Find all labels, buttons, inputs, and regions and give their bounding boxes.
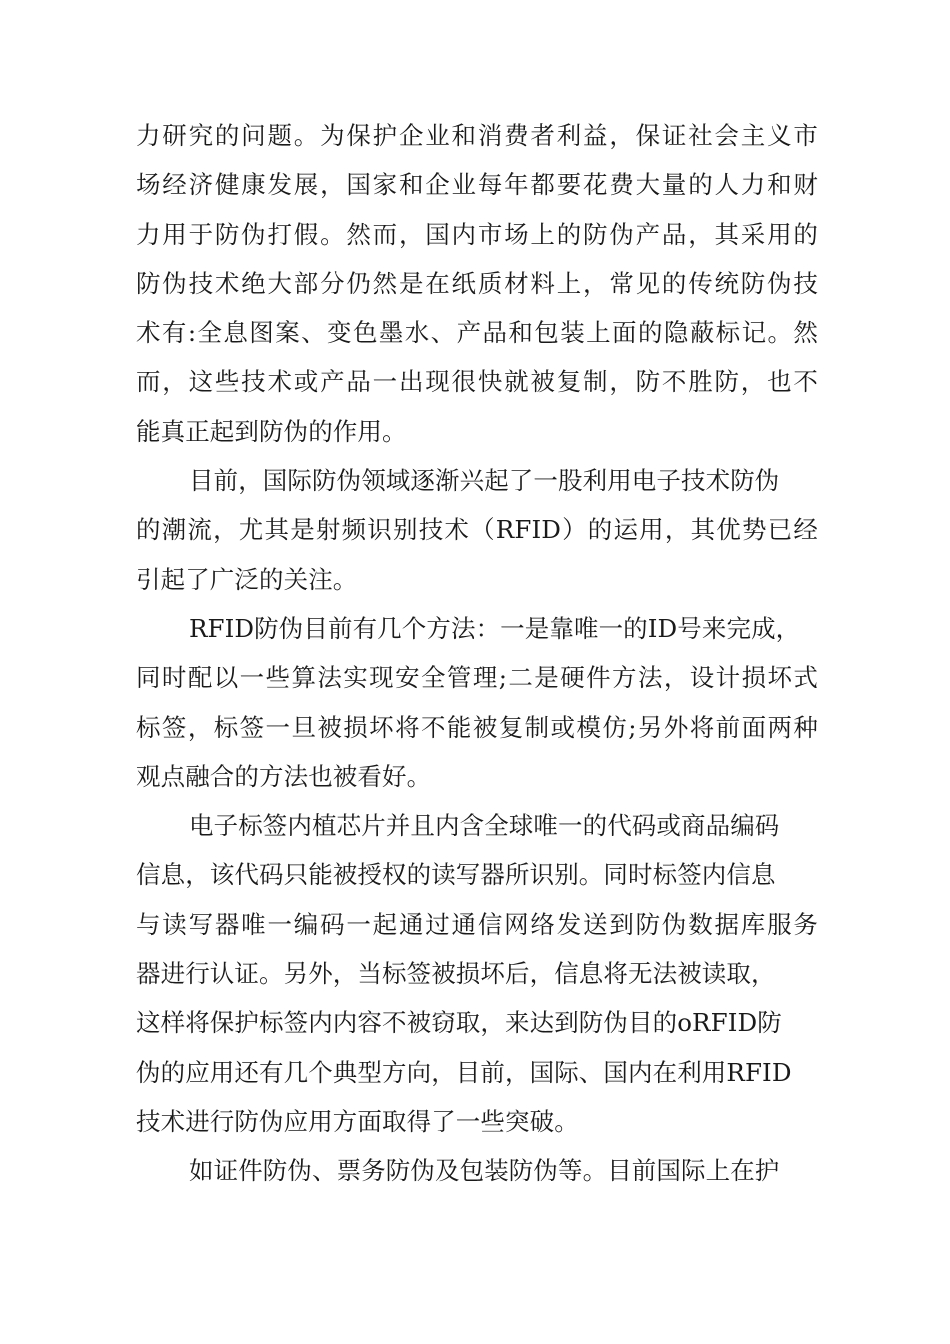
paragraph-line: 场经济健康发展，国家和企业每年都要花费大量的人力和财: [136, 170, 818, 200]
paragraph-line: 器进行认证。另外，当标签被损坏后，信息将无法被读取，: [136, 959, 776, 989]
paragraph-2: [136, 456, 818, 604]
paragraph-line: 引起了广泛的关注。: [136, 564, 358, 594]
document-body: [136, 111, 818, 1196]
paragraph-line: 力用于防伪打假。然而，国内市场上的防伪产品，其采用的: [136, 219, 818, 249]
paragraph-line: 电子标签内植芯片并且内含全球唯一的代码或商品编码: [189, 811, 780, 841]
paragraph-line: 技术进行防伪应用方面取得了一些突破。: [136, 1106, 579, 1136]
paragraph-line: 的潮流，尤其是射频识别技术（RFID）的运用，其优势已经: [136, 515, 818, 545]
paragraph-line: 如证件防伪、票务防伪及包装防伪等。目前国际上在护: [189, 1156, 780, 1186]
paragraph-line: 而，这些技术或产品一出现很快就被复制，防不胜防，也不: [136, 367, 818, 397]
paragraph-3: [136, 604, 818, 801]
paragraph-line: 同时配以一些算法实现安全管理;二是硬件方法，设计损坏式: [136, 663, 818, 693]
paragraph-line: 这样将保护标签内内容不被窃取，来达到防伪目的oRFID防: [136, 1008, 782, 1038]
paragraph-line: 观点融合的方法也被看好。: [136, 761, 432, 791]
paragraph-line: 防伪技术绝大部分仍然是在纸质材料上，常见的传统防伪技: [136, 268, 818, 298]
paragraph-line: 术有:全息图案、变色墨水、产品和包装上面的隐蔽标记。然: [136, 318, 818, 348]
paragraph-line: 能真正起到防伪的作用。: [136, 416, 407, 446]
paragraph-5: [136, 1146, 818, 1195]
paragraph-line: 目前，国际防伪领域逐渐兴起了一股利用电子技术防伪: [189, 466, 780, 496]
paragraph-1: [136, 111, 818, 456]
paragraph-line: 力研究的问题。为保护企业和消费者利益，保证社会主义市: [136, 121, 818, 150]
paragraph-line: 伪的应用还有几个典型方向，目前，国际、国内在利用RFID: [136, 1057, 792, 1087]
paragraph-4: [136, 801, 818, 1146]
paragraph-line: 与读写器唯一编码一起通过通信网络发送到防伪数据库服务: [136, 909, 818, 939]
paragraph-line: 标签，标签一旦被损坏将不能被复制或模仿;另外将前面两种: [136, 712, 818, 742]
paragraph-line: 信息，该代码只能被授权的读写器所识别。同时标签内信息: [136, 860, 776, 890]
paragraph-line: RFID防伪目前有几个方法：一是靠唯一的ID号来完成，: [189, 613, 801, 643]
